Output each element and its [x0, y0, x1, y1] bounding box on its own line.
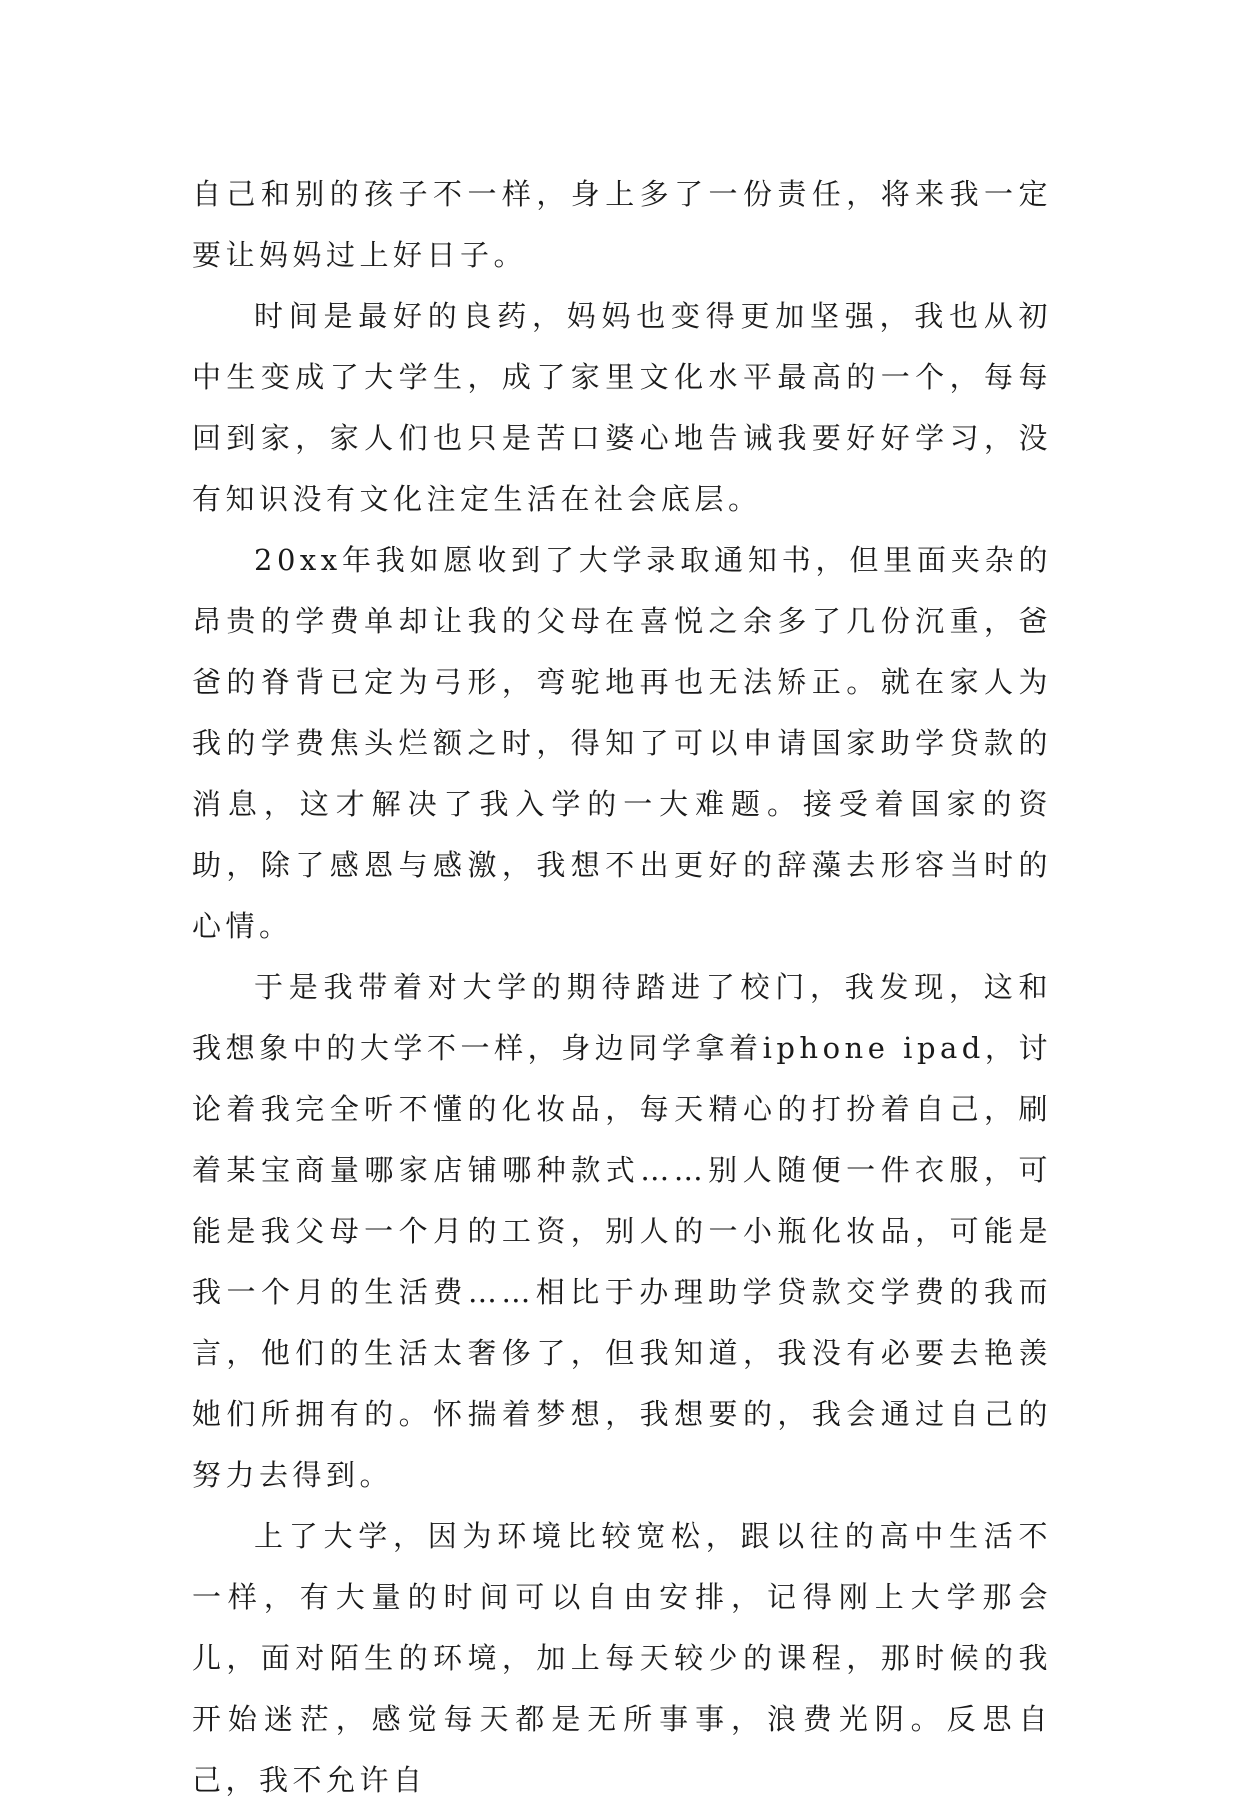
paragraph-2: 时间是最好的良药，妈妈也变得更加坚强，我也从初中生变成了大学生，成了家里文化水平最高的一个，每每回到家，家人们也只是苦口婆心地告诫我要好好学习，没有知识没有文化注定生活在社会底层。 — [192, 299, 1052, 516]
paragraph-4: 于是我带着对大学的期待踏进了校门，我发现，这和我想象中的大学不一样，身边同学拿着iphone ipad，讨论着我完全听不懂的化妆品，每天精心的打扮着自己，刷着某宝商量哪家店铺哪种款式……别人随便一件衣服，可能是我父母一个月的工资，别人的一小瓶化妆品，可能是我一个月的生活费……相比于办理助学贷款交学费的我而言，他们的生活太奢侈了，但我知道，我没有必要去艳羡她们所拥有的。怀揣着梦想，我想要的，我会通过自己的努力去得到。 — [192, 970, 1052, 1492]
paragraph-5: 上了大学，因为环境比较宽松，跟以往的高中生活不一样，有大量的时间可以自由安排，记得刚上大学那会儿，面对陌生的环境，加上每天较少的课程，那时候的我开始迷茫，感觉每天都是无所事事，浪费光阴。反思自己，我不允许自 — [192, 1519, 1052, 1797]
paragraph-1: 自己和别的孩子不一样，身上多了一份责任，将来我一定要让妈妈过上好日子。 — [192, 177, 1052, 272]
body-text — [192, 164, 1052, 1811]
paragraph-3: 20xx年我如愿收到了大学录取通知书，但里面夹杂的昂贵的学费单却让我的父母在喜悦之余多了几份沉重，爸爸的脊背已定为弓形，弯驼地再也无法矫正。就在家人为我的学费焦头烂额之时，得知了可以申请国家助学贷款的消息，这才解决了我入学的一大难题。接受着国家的资助，除了感恩与感激，我想不出更好的辞藻去形容当时的心情。 — [192, 543, 1052, 943]
